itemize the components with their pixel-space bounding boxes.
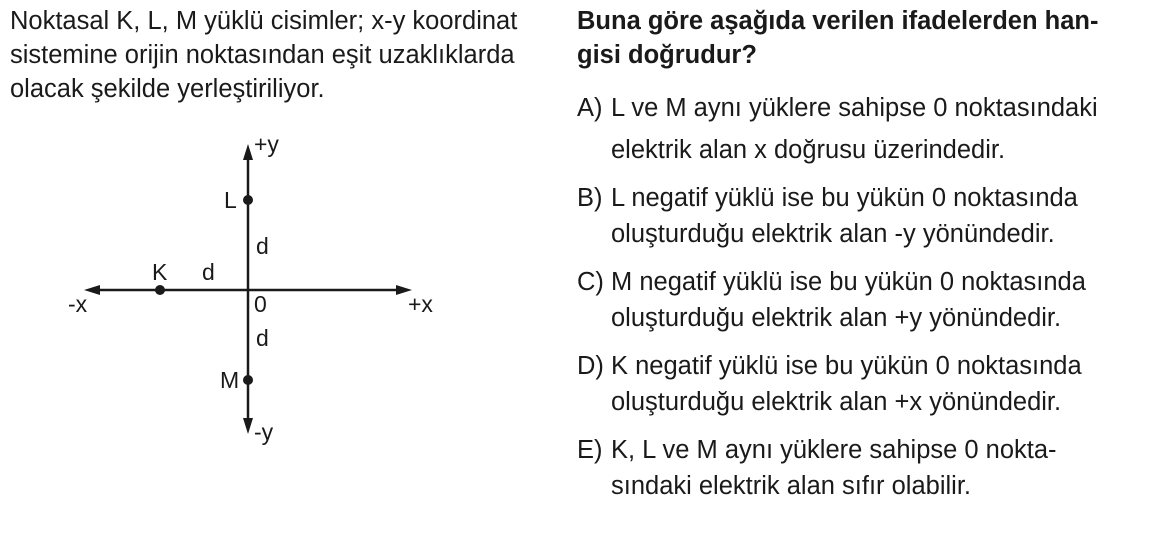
charge-K-point xyxy=(155,285,165,295)
option-text-line: oluşturduğu elektrik alan -y yönündedir. xyxy=(611,220,1055,248)
option-text-line: L negatif yüklü ise bu yükün 0 noktasında xyxy=(611,184,1078,212)
option-text xyxy=(611,348,1162,420)
pos-y-label: +y xyxy=(254,131,279,157)
option-text-line: L ve M aynı yüklere sahipse 0 noktasındaki xyxy=(611,94,1098,122)
option-text-line: K, L ve M aynı yüklere sahipse 0 nokta- xyxy=(611,436,1057,464)
option-text xyxy=(611,432,1162,504)
option-text-line: K negatif yüklü ise bu yükün 0 noktasında xyxy=(611,352,1082,380)
origin-label: 0 xyxy=(254,291,267,317)
option-letter: B) xyxy=(577,184,603,212)
option-a[interactable] xyxy=(577,90,1162,168)
option-c[interactable] xyxy=(577,264,1162,336)
coordinate-diagram xyxy=(60,128,460,458)
charge-L-label: L xyxy=(224,187,237,213)
y-axis-down-arrow xyxy=(243,418,253,434)
charge-M-point xyxy=(243,375,253,385)
option-letter: A) xyxy=(577,94,603,122)
option-letter: E) xyxy=(577,436,603,464)
charge-L-point xyxy=(243,195,253,205)
distance-d-down-label: d xyxy=(256,325,269,351)
option-text-line: oluşturduğu elektrik alan +x yönündedir. xyxy=(611,388,1062,416)
option-letter: D) xyxy=(577,352,604,380)
option-d[interactable] xyxy=(577,348,1162,420)
question-prompt-line: gisi doğrudur? xyxy=(577,41,757,69)
option-b[interactable] xyxy=(577,180,1162,252)
problem-statement-line: olacak şekilde yerleştiriliyor. xyxy=(10,75,325,103)
distance-d-up-label: d xyxy=(256,233,269,259)
neg-y-label: -y xyxy=(254,419,274,445)
problem-statement-line: sistemine orijin noktasından eşit uzaklıklarda xyxy=(10,41,515,69)
y-axis-up-arrow xyxy=(243,144,253,160)
answer-options xyxy=(577,90,1162,516)
option-text-line: oluşturduğu elektrik alan +y yönündedir. xyxy=(611,304,1062,332)
pos-x-label: +x xyxy=(408,291,433,317)
neg-x-label: -x xyxy=(68,291,88,317)
option-text-line: M negatif yüklü ise bu yükün 0 noktasında xyxy=(611,268,1086,296)
option-text-line: sındaki elektrik alan sıfır olabilir. xyxy=(611,472,971,500)
question-prompt-line: Buna göre aşağıda verilen ifadelerden han- xyxy=(577,7,1099,35)
question-prompt xyxy=(577,4,1162,72)
problem-statement xyxy=(10,4,570,106)
option-e[interactable] xyxy=(577,432,1162,504)
charge-M-label: M xyxy=(220,367,240,393)
option-text xyxy=(611,264,1162,336)
option-text xyxy=(611,90,1162,168)
distance-d-left-label: d xyxy=(202,259,215,285)
option-letter: C) xyxy=(577,268,604,296)
option-text-line: elektrik alan x doğrusu üzerindedir. xyxy=(611,136,1006,164)
option-text xyxy=(611,180,1162,252)
charge-K-label: K xyxy=(152,259,168,285)
problem-statement-line: Noktasal K, L, M yüklü cisimler; x-y koordinat xyxy=(10,7,518,35)
